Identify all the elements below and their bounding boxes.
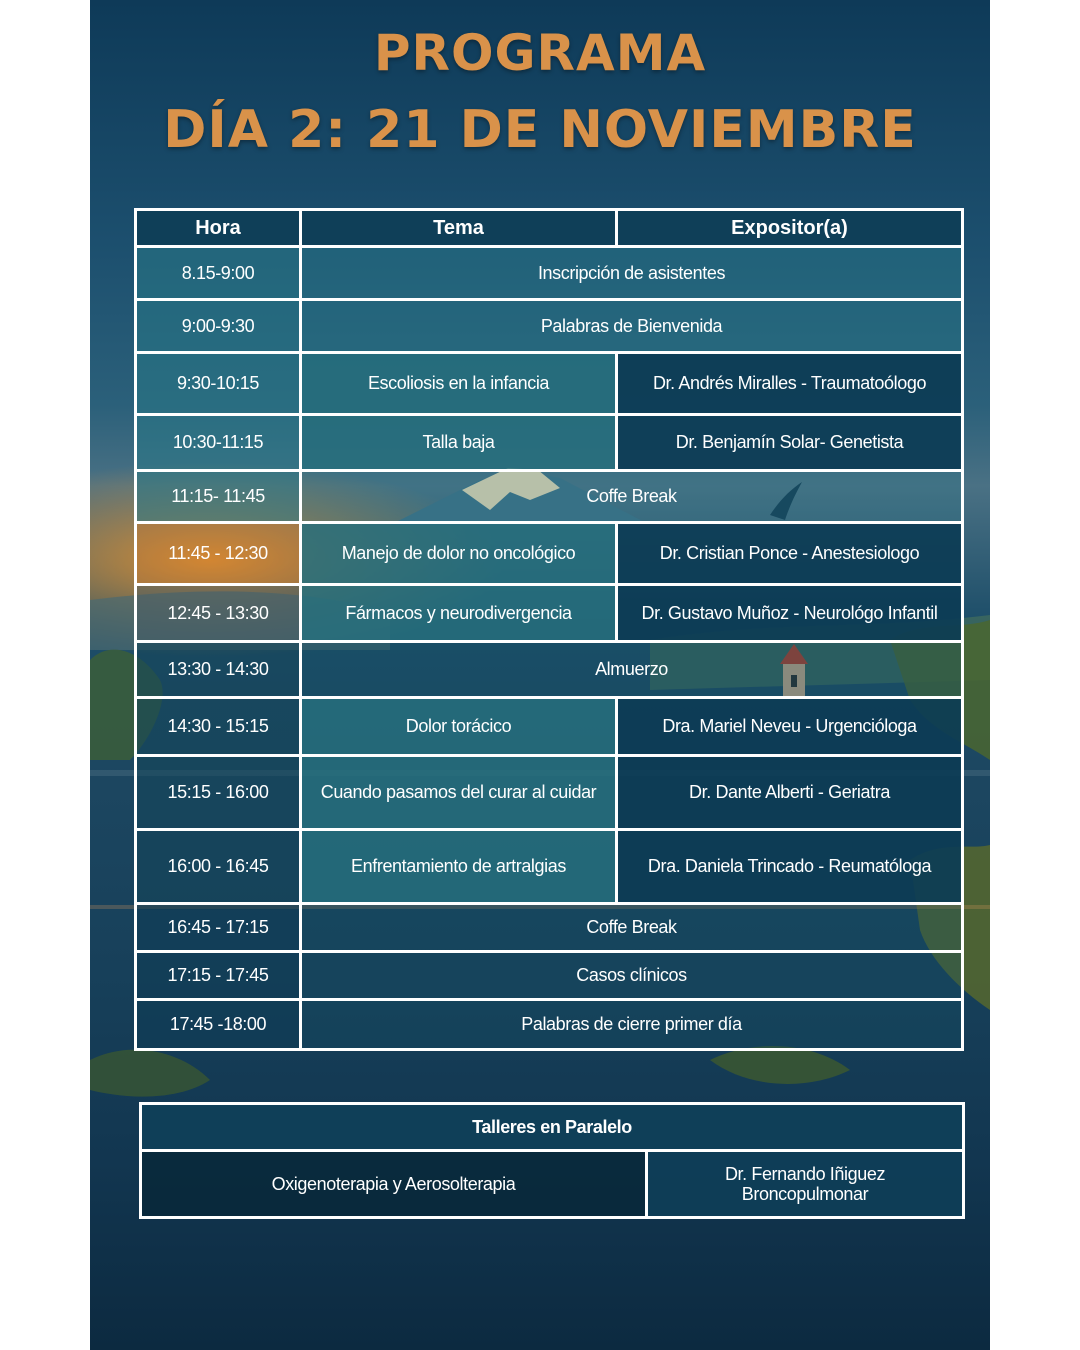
topic-cell: Talla baja	[301, 415, 617, 471]
time-cell: 10:30-11:15	[136, 415, 301, 471]
table-row	[136, 698, 963, 756]
topic-cell: Almuerzo	[301, 642, 963, 698]
column-header-expositor: Expositor(a)	[617, 210, 963, 247]
topic-cell: Casos clínicos	[301, 952, 963, 1000]
topic-cell: Escoliosis en la infancia	[301, 353, 617, 415]
speaker-cell: Dra. Mariel Neveu - Urgencióloga	[617, 698, 963, 756]
time-cell: 16:45 - 17:15	[136, 904, 301, 952]
column-header-hora: Hora	[136, 210, 301, 247]
time-cell: 17:45 -18:00	[136, 1000, 301, 1050]
poster	[90, 0, 990, 1350]
topic-cell: Coffe Break	[301, 471, 963, 523]
time-cell: 13:30 - 14:30	[136, 642, 301, 698]
topic-cell: Inscripción de asistentes	[301, 247, 963, 300]
topic-cell: Enfrentamiento de artralgias	[301, 830, 617, 904]
workshop-topic-cell: Oxigenoterapia y Aerosolterapia	[141, 1151, 647, 1218]
bush-foreground	[710, 1046, 850, 1084]
column-header-tema: Tema	[301, 210, 617, 247]
table-row	[136, 904, 963, 952]
workshop-speaker-specialty: Broncopulmonar	[741, 1184, 869, 1204]
speaker-cell: Dr. Benjamín Solar- Genetista	[617, 415, 963, 471]
workshops-table	[139, 1102, 965, 1219]
page-title: PROGRAMA	[373, 24, 707, 82]
table-row	[136, 642, 963, 698]
table-row	[136, 1000, 963, 1050]
table-row	[136, 415, 963, 471]
schedule-table	[134, 208, 964, 1051]
time-cell: 14:30 - 15:15	[136, 698, 301, 756]
speaker-cell: Dra. Daniela Trincado - Reumatóloga	[617, 830, 963, 904]
time-cell: 9:00-9:30	[136, 300, 301, 353]
time-cell: 16:00 - 16:45	[136, 830, 301, 904]
topic-cell: Palabras de cierre primer día	[301, 1000, 963, 1050]
topic-cell: Dolor torácico	[301, 698, 617, 756]
table-row	[136, 585, 963, 642]
topic-cell: Cuando pasamos del curar al cuidar	[301, 756, 617, 830]
speaker-cell: Dr. Andrés Miralles - Traumatoólogo	[617, 353, 963, 415]
table-row	[136, 247, 963, 300]
time-cell: 8.15-9:00	[136, 247, 301, 300]
speaker-cell: Dr. Dante Alberti - Geriatra	[617, 756, 963, 830]
topic-cell: Palabras de Bienvenida	[301, 300, 963, 353]
workshops-title: Talleres en Paralelo	[141, 1104, 964, 1151]
table-row	[136, 830, 963, 904]
speaker-cell: Dr. Cristian Ponce - Anestesiologo	[617, 523, 963, 585]
table-header-row	[136, 210, 963, 247]
topic-cell: Manejo de dolor no oncológico	[301, 523, 617, 585]
table-row	[136, 300, 963, 353]
table-row	[136, 471, 963, 523]
topic-cell: Fármacos y neurodivergencia	[301, 585, 617, 642]
table-row	[136, 523, 963, 585]
topic-cell: Coffe Break	[301, 904, 963, 952]
time-cell: 17:15 - 17:45	[136, 952, 301, 1000]
table-row	[136, 353, 963, 415]
time-cell: 9:30-10:15	[136, 353, 301, 415]
table-row	[136, 756, 963, 830]
time-cell: 11:45 - 12:30	[136, 523, 301, 585]
speaker-cell: Dr. Gustavo Muñoz - Neurológo Infantil	[617, 585, 963, 642]
time-cell: 15:15 - 16:00	[136, 756, 301, 830]
workshop-speaker-cell	[647, 1151, 964, 1218]
table-row	[136, 952, 963, 1000]
page-subtitle-date: DÍA 2: 21 DE NOVIEMBRE	[163, 100, 917, 160]
time-cell: 11:15- 11:45	[136, 471, 301, 523]
workshop-speaker-name: Dr. Fernando Iñiguez	[724, 1164, 886, 1184]
time-cell: 12:45 - 13:30	[136, 585, 301, 642]
